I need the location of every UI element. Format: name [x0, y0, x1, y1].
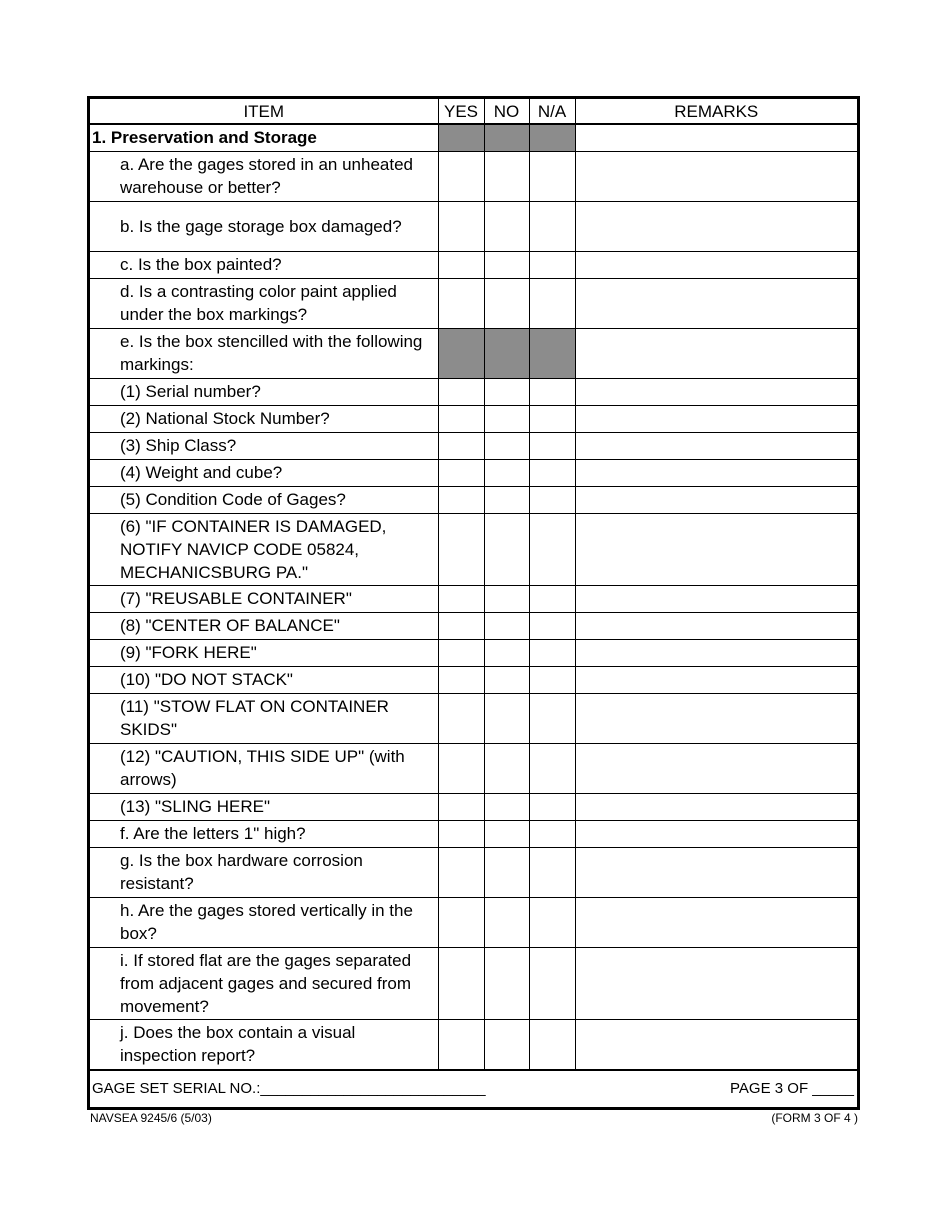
remarks-cell[interactable] [575, 897, 857, 947]
header-row [90, 99, 857, 124]
item-text: (12) "CAUTION, THIS SIDE UP" (with arrows) [90, 743, 438, 793]
table-row [90, 278, 857, 328]
item-text: (5) Condition Code of Gages? [90, 486, 438, 513]
na-cell[interactable] [529, 459, 575, 486]
table-row [90, 328, 857, 378]
header-no: NO [484, 99, 529, 124]
checklist-table [90, 99, 857, 1070]
yes-cell[interactable] [438, 201, 484, 251]
header-remarks: REMARKS [575, 99, 857, 124]
section-row [90, 124, 857, 151]
na-cell [529, 328, 575, 378]
no-cell[interactable] [484, 820, 529, 847]
na-cell[interactable] [529, 201, 575, 251]
item-text: j. Does the box contain a visual inspection report? [90, 1019, 438, 1069]
na-cell[interactable] [529, 743, 575, 793]
remarks-cell[interactable] [575, 124, 857, 151]
item-text: (7) "REUSABLE CONTAINER" [90, 585, 438, 612]
table-row [90, 1019, 857, 1069]
yes-cell[interactable] [438, 378, 484, 405]
na-cell[interactable] [529, 793, 575, 820]
table-row [90, 378, 857, 405]
header-yes: YES [438, 99, 484, 124]
na-cell[interactable] [529, 151, 575, 201]
no-cell[interactable] [484, 1019, 529, 1069]
yes-cell[interactable] [438, 459, 484, 486]
remarks-cell[interactable] [575, 405, 857, 432]
form-footer [90, 1070, 857, 1107]
yes-cell[interactable] [438, 432, 484, 459]
item-text: (3) Ship Class? [90, 432, 438, 459]
no-cell[interactable] [484, 743, 529, 793]
table-row [90, 947, 857, 1019]
na-cell[interactable] [529, 251, 575, 278]
remarks-cell[interactable] [575, 947, 857, 1019]
no-cell[interactable] [484, 278, 529, 328]
yes-cell[interactable] [438, 151, 484, 201]
table-row [90, 513, 857, 585]
na-cell[interactable] [529, 666, 575, 693]
item-text: f. Are the letters 1" high? [90, 820, 438, 847]
yes-cell[interactable] [438, 897, 484, 947]
form-id: NAVSEA 9245/6 (5/03) [90, 1111, 212, 1125]
table-row [90, 405, 857, 432]
yes-cell[interactable] [438, 639, 484, 666]
remarks-cell[interactable] [575, 585, 857, 612]
remarks-cell[interactable] [575, 820, 857, 847]
no-cell[interactable] [484, 847, 529, 897]
na-cell[interactable] [529, 378, 575, 405]
no-cell[interactable] [484, 693, 529, 743]
remarks-cell[interactable] [575, 666, 857, 693]
item-text: b. Is the gage storage box damaged? [90, 201, 438, 251]
item-text: (11) "STOW FLAT ON CONTAINER SKIDS" [90, 693, 438, 743]
no-cell[interactable] [484, 378, 529, 405]
item-text: (13) "SLING HERE" [90, 793, 438, 820]
table-row [90, 432, 857, 459]
remarks-cell[interactable] [575, 639, 857, 666]
table-row [90, 793, 857, 820]
yes-cell[interactable] [438, 693, 484, 743]
remarks-cell[interactable] [575, 459, 857, 486]
no-cell [484, 124, 529, 151]
item-text: a. Are the gages stored in an unheated warehouse or better? [90, 151, 438, 201]
na-cell[interactable] [529, 432, 575, 459]
table-row [90, 847, 857, 897]
remarks-cell[interactable] [575, 151, 857, 201]
yes-cell [438, 124, 484, 151]
item-text: (10) "DO NOT STACK" [90, 666, 438, 693]
page-number[interactable]: PAGE 3 OF _____ [730, 1079, 854, 1097]
na-cell[interactable] [529, 612, 575, 639]
table-row [90, 639, 857, 666]
table-row [90, 743, 857, 793]
gage-set-serial[interactable]: GAGE SET SERIAL NO.:___________________________ [92, 1079, 486, 1097]
remarks-cell[interactable] [575, 847, 857, 897]
form-of: (FORM 3 OF 4 ) [771, 1111, 858, 1125]
no-cell[interactable] [484, 585, 529, 612]
na-cell[interactable] [529, 947, 575, 1019]
item-text: (4) Weight and cube? [90, 459, 438, 486]
na-cell[interactable] [529, 486, 575, 513]
remarks-cell[interactable] [575, 432, 857, 459]
item-text: (1) Serial number? [90, 378, 438, 405]
item-text: i. If stored flat are the gages separated from adjacent gages and secured from movement? [90, 947, 438, 1019]
yes-cell[interactable] [438, 513, 484, 585]
yes-cell[interactable] [438, 251, 484, 278]
na-cell[interactable] [529, 820, 575, 847]
yes-cell[interactable] [438, 847, 484, 897]
table-row [90, 459, 857, 486]
no-cell[interactable] [484, 405, 529, 432]
na-cell[interactable] [529, 693, 575, 743]
item-text: c. Is the box painted? [90, 251, 438, 278]
yes-cell[interactable] [438, 666, 484, 693]
header-item: ITEM [90, 99, 438, 124]
no-cell[interactable] [484, 151, 529, 201]
item-text: (6) "IF CONTAINER IS DAMAGED, NOTIFY NAVICP CODE 05824, MECHANICSBURG PA." [90, 513, 438, 585]
yes-cell[interactable] [438, 743, 484, 793]
checklist-form [87, 96, 860, 1110]
remarks-cell[interactable] [575, 693, 857, 743]
na-cell [529, 124, 575, 151]
yes-cell[interactable] [438, 585, 484, 612]
item-text: h. Are the gages stored vertically in the box? [90, 897, 438, 947]
remarks-cell[interactable] [575, 513, 857, 585]
remarks-cell[interactable] [575, 612, 857, 639]
yes-cell[interactable] [438, 947, 484, 1019]
table-row [90, 486, 857, 513]
table-row [90, 251, 857, 278]
table-row [90, 693, 857, 743]
no-cell[interactable] [484, 947, 529, 1019]
na-cell[interactable] [529, 847, 575, 897]
item-text: (2) National Stock Number? [90, 405, 438, 432]
na-cell[interactable] [529, 513, 575, 585]
item-text: (9) "FORK HERE" [90, 639, 438, 666]
yes-cell[interactable] [438, 793, 484, 820]
item-text: g. Is the box hardware corrosion resistant? [90, 847, 438, 897]
item-text: e. Is the box stencilled with the following markings: [90, 328, 438, 378]
yes-cell[interactable] [438, 278, 484, 328]
no-cell[interactable] [484, 251, 529, 278]
na-cell[interactable] [529, 1019, 575, 1069]
table-row [90, 201, 857, 251]
remarks-cell[interactable] [575, 486, 857, 513]
no-cell[interactable] [484, 666, 529, 693]
remarks-cell[interactable] [575, 251, 857, 278]
table-row [90, 612, 857, 639]
yes-cell[interactable] [438, 1019, 484, 1069]
remarks-cell[interactable] [575, 278, 857, 328]
table-row [90, 897, 857, 947]
table-row [90, 666, 857, 693]
yes-cell[interactable] [438, 820, 484, 847]
table-row [90, 585, 857, 612]
no-cell[interactable] [484, 459, 529, 486]
item-text: (8) "CENTER OF BALANCE" [90, 612, 438, 639]
no-cell[interactable] [484, 639, 529, 666]
no-cell[interactable] [484, 612, 529, 639]
na-cell[interactable] [529, 639, 575, 666]
remarks-cell[interactable] [575, 793, 857, 820]
no-cell[interactable] [484, 486, 529, 513]
remarks-cell[interactable] [575, 328, 857, 378]
yes-cell [438, 328, 484, 378]
item-text: d. Is a contrasting color paint applied under the box markings? [90, 278, 438, 328]
yes-cell[interactable] [438, 486, 484, 513]
section-title: 1. Preservation and Storage [90, 124, 438, 151]
remarks-cell[interactable] [575, 378, 857, 405]
no-cell [484, 328, 529, 378]
remarks-cell[interactable] [575, 1019, 857, 1069]
no-cell[interactable] [484, 513, 529, 585]
no-cell[interactable] [484, 897, 529, 947]
yes-cell[interactable] [438, 405, 484, 432]
header-na: N/A [529, 99, 575, 124]
no-cell[interactable] [484, 201, 529, 251]
yes-cell[interactable] [438, 612, 484, 639]
na-cell[interactable] [529, 897, 575, 947]
remarks-cell[interactable] [575, 201, 857, 251]
no-cell[interactable] [484, 432, 529, 459]
no-cell[interactable] [484, 793, 529, 820]
table-row [90, 820, 857, 847]
remarks-cell[interactable] [575, 743, 857, 793]
na-cell[interactable] [529, 405, 575, 432]
na-cell[interactable] [529, 278, 575, 328]
table-row [90, 151, 857, 201]
na-cell[interactable] [529, 585, 575, 612]
